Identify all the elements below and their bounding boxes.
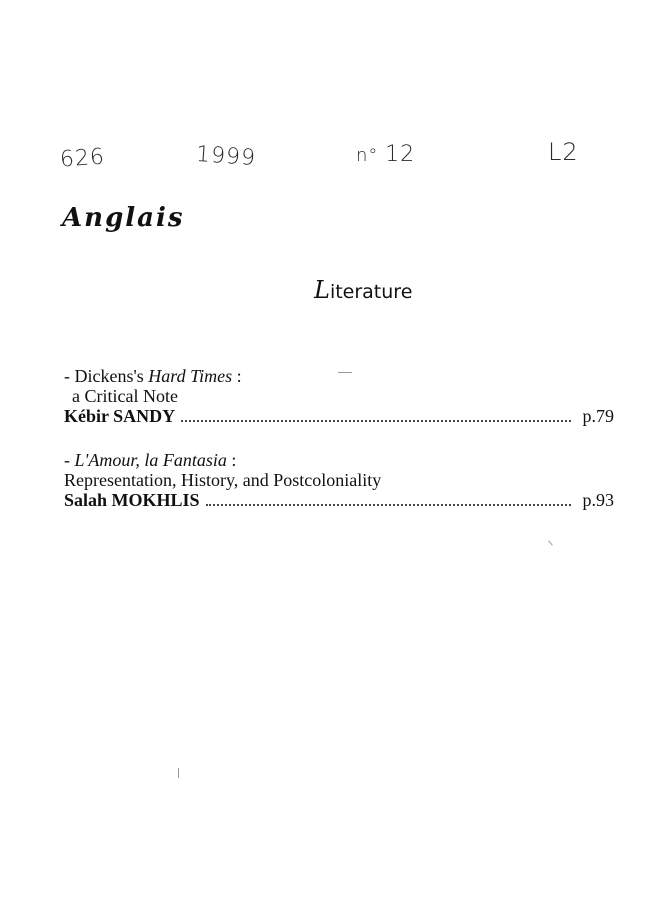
entry-subtitle: Representation, History, and Postcoloniality xyxy=(64,470,382,490)
scan-speck xyxy=(338,372,352,373)
scan-speck xyxy=(178,768,179,778)
entry-author: Kébir SANDY xyxy=(64,406,176,426)
entry-author-line xyxy=(64,406,614,426)
entry-suffix: : xyxy=(226,450,237,470)
heading-rest: iterature xyxy=(329,281,413,303)
entry-suffix: : xyxy=(232,366,242,386)
entry-title-line xyxy=(64,366,614,386)
entry-prefix: - xyxy=(64,450,75,470)
entry-prefix: - Dickens's xyxy=(64,366,149,386)
entry-page: p.79 xyxy=(582,406,614,426)
scan-speck xyxy=(548,540,553,545)
entry-title-line xyxy=(64,450,614,470)
entry-author-line xyxy=(64,490,614,510)
entry-subtitle: a Critical Note xyxy=(72,386,178,406)
entry-author: Salah MOKHLIS xyxy=(64,490,200,510)
entry-page: p.93 xyxy=(582,490,614,510)
handwritten-ref-number: 626 xyxy=(59,144,106,173)
toc-entry xyxy=(64,450,614,510)
dot-leader xyxy=(206,504,571,506)
handwritten-issue-prefix: n° xyxy=(356,145,379,166)
handwritten-code: L2 xyxy=(548,138,579,166)
entry-title: L'Amour, la Fantasia xyxy=(74,450,227,470)
handwritten-issue xyxy=(356,142,415,167)
entry-title: Hard Times xyxy=(148,366,233,386)
heading-initial: L xyxy=(314,276,330,304)
dot-leader xyxy=(181,420,570,422)
literature-heading xyxy=(314,276,412,304)
section-title: Anglais xyxy=(62,203,185,233)
handwritten-issue-number: 12 xyxy=(385,142,416,167)
handwritten-year: 1999 xyxy=(195,141,257,172)
toc-entry xyxy=(64,366,614,426)
